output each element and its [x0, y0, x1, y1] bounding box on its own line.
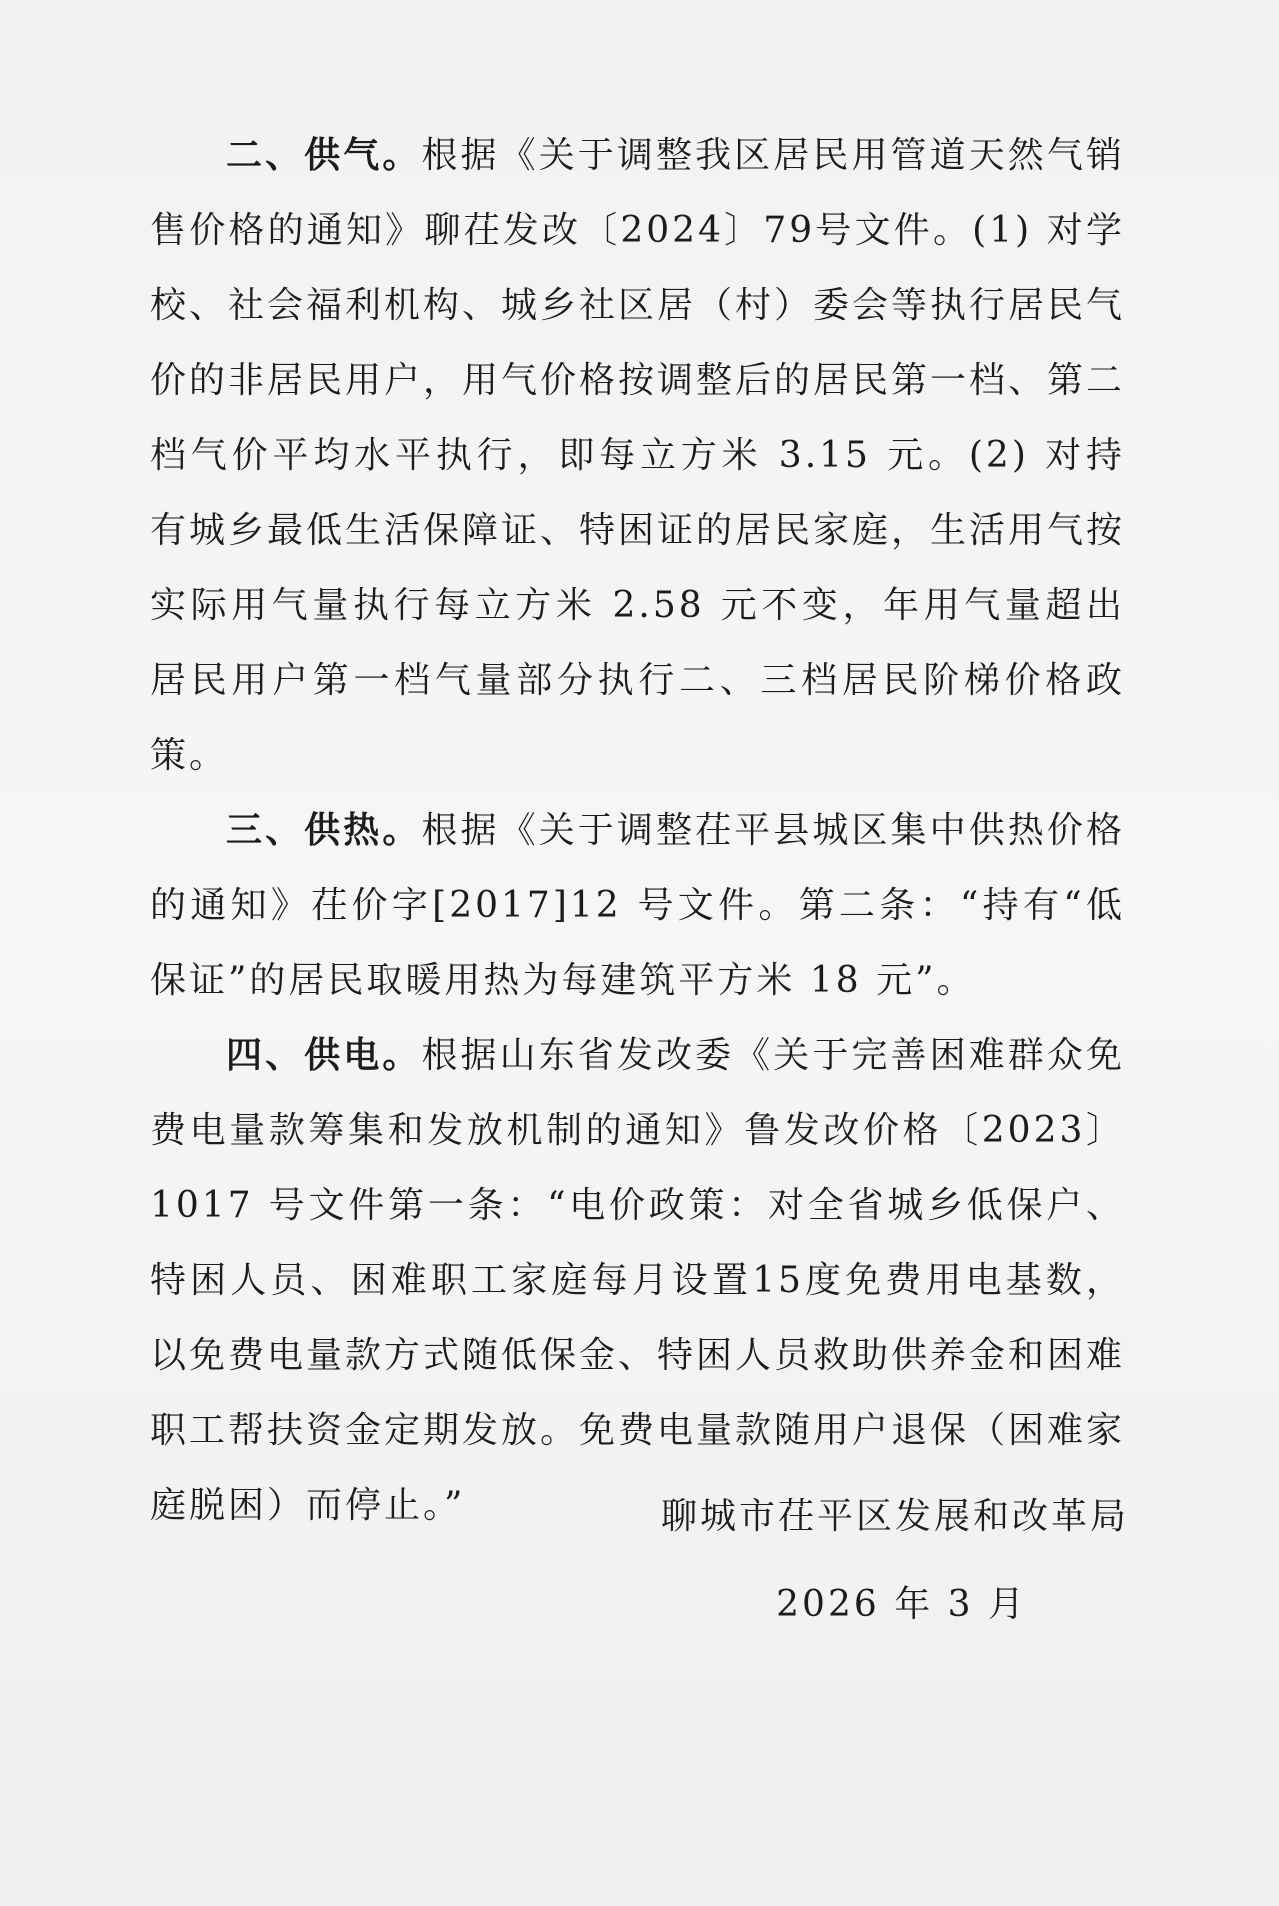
section-heating [150, 793, 1125, 1018]
section-text: 根据山东省发改委《关于完善困难群众免费电量款筹集和发放机制的通知》鲁发改价格〔2023〕1017 号文件第一条：“电价政策：对全省城乡低保户、特困人员、困难职工家庭每月设置15度免费用电基数，以免费电量款方式随低保金、特困人员救助供养金和困难职工帮扶资金定期发放。免费电量款随用户退保（困难家庭脱困）而停止。” [150, 1035, 1126, 1526]
section-electricity [150, 1018, 1125, 1543]
section-gas [150, 118, 1125, 793]
section-text: 根据《关于调整我区居民用管道天然气销售价格的通知》聊茌发改〔2024〕79号文件。(1) 对学校、社会福利机构、城乡社区居（村）委会等执行居民气价的非居民用户，用气价格按调整后的居民第一档、第二档气价平均水平执行，即每立方米 3.15 元。(2) 对持有城乡最低生活保障证、特困证的居民家庭，生活用气按实际用气量执行每立方米 2.58 元不变，年用气量超出居民用户第一档气量部分执行二、三档居民阶梯价格政策。 [150, 135, 1126, 776]
section-text: 根据《关于调整茌平县城区集中供热价格的通知》茌价字[2017]12 号文件。第二条：“持有“低保证”的居民取暖用热为每建筑平方米 18 元”。 [150, 810, 1125, 1001]
issue-date: 2026 年 3 月 [776, 1584, 1027, 1625]
section-heading: 二、供气。 [226, 135, 422, 176]
document-body [150, 118, 1125, 1543]
issuer-signature: 聊城市茌平区发展和改革局 [660, 1496, 1129, 1537]
section-heading: 四、供电。 [226, 1035, 422, 1076]
section-heading: 三、供热。 [226, 810, 422, 851]
